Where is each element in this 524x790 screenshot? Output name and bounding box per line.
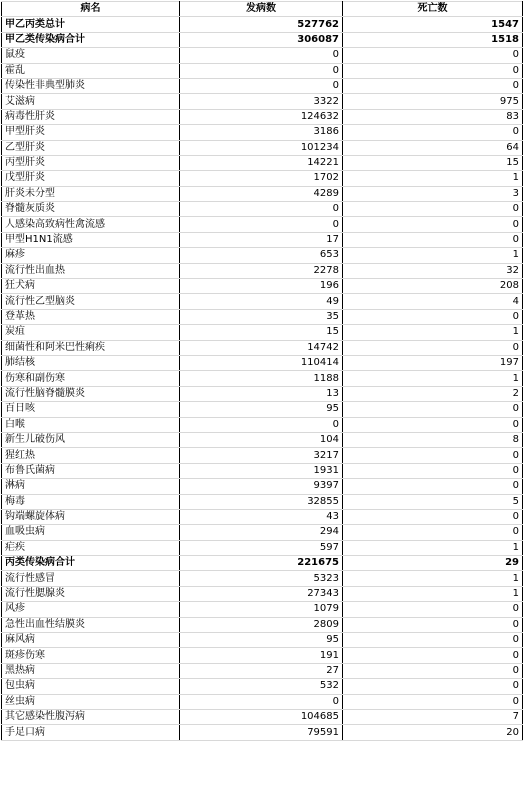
table-row [2, 586, 523, 601]
deaths-cell: 3 [343, 186, 523, 201]
disease-name-cell: 人感染高致病性禽流感 [2, 217, 180, 232]
table-row [2, 679, 523, 694]
disease-name-cell: 甲型H1N1流感 [2, 232, 180, 247]
deaths-cell: 0 [343, 202, 523, 217]
table-body [2, 2, 523, 741]
cases-cell: 653 [180, 248, 343, 263]
disease-name-cell: 流行性感冒 [2, 571, 180, 586]
table-row [2, 263, 523, 278]
cases-cell: 104 [180, 432, 343, 447]
cases-cell: 3322 [180, 94, 343, 109]
table-row [2, 617, 523, 632]
disease-name-cell: 急性出血性结膜炎 [2, 617, 180, 632]
table-row [2, 648, 523, 663]
header-row [2, 2, 523, 17]
table-row [2, 371, 523, 386]
table-row [2, 63, 523, 78]
disease-name-cell: 病毒性肝炎 [2, 109, 180, 124]
cases-cell: 527762 [180, 17, 343, 32]
disease-name-cell: 流行性出血热 [2, 263, 180, 278]
deaths-cell: 32 [343, 263, 523, 278]
deaths-cell: 4 [343, 294, 523, 309]
cases-cell: 221675 [180, 556, 343, 571]
disease-name-cell: 细菌性和阿米巴性痢疾 [2, 340, 180, 355]
disease-name-cell: 猩红热 [2, 448, 180, 463]
deaths-cell: 64 [343, 140, 523, 155]
disease-name-cell: 狂犬病 [2, 279, 180, 294]
disease-name-cell: 甲型肝炎 [2, 125, 180, 140]
disease-name-cell: 钩端螺旋体病 [2, 509, 180, 524]
deaths-cell: 0 [343, 602, 523, 617]
deaths-cell: 0 [343, 509, 523, 524]
cases-cell: 196 [180, 279, 343, 294]
disease-name-cell: 炭疽 [2, 325, 180, 340]
cases-cell: 294 [180, 525, 343, 540]
table-row [2, 463, 523, 478]
deaths-cell: 0 [343, 309, 523, 324]
cases-cell: 0 [180, 48, 343, 63]
deaths-cell: 1 [343, 171, 523, 186]
disease-name-cell: 伤寒和副伤寒 [2, 371, 180, 386]
table-row [2, 355, 523, 370]
deaths-cell: 0 [343, 63, 523, 78]
cases-cell: 101234 [180, 140, 343, 155]
table-row [2, 171, 523, 186]
header-deaths: 死亡数 [343, 2, 523, 17]
deaths-cell: 1 [343, 571, 523, 586]
cases-cell: 191 [180, 648, 343, 663]
cases-cell: 3186 [180, 125, 343, 140]
table-row [2, 202, 523, 217]
table-row [2, 248, 523, 263]
disease-name-cell: 布鲁氏菌病 [2, 463, 180, 478]
table-row [2, 417, 523, 432]
table-row [2, 279, 523, 294]
table-row [2, 479, 523, 494]
disease-name-cell: 流行性腮腺炎 [2, 586, 180, 601]
deaths-cell: 1 [343, 371, 523, 386]
deaths-cell: 1 [343, 325, 523, 340]
table-row [2, 325, 523, 340]
cases-cell: 0 [180, 78, 343, 93]
deaths-cell: 15 [343, 155, 523, 170]
cases-cell: 95 [180, 402, 343, 417]
disease-name-cell: 麻风病 [2, 633, 180, 648]
disease-name-cell: 包虫病 [2, 679, 180, 694]
disease-name-cell: 梅毒 [2, 494, 180, 509]
disease-name-cell: 丙型肝炎 [2, 155, 180, 170]
cases-cell: 5323 [180, 571, 343, 586]
deaths-cell: 29 [343, 556, 523, 571]
disease-name-cell: 肝炎未分型 [2, 186, 180, 201]
deaths-cell: 0 [343, 694, 523, 709]
deaths-cell: 0 [343, 48, 523, 63]
disease-name-cell: 丝虫病 [2, 694, 180, 709]
disease-name-cell: 甲乙类传染病合计 [2, 32, 180, 47]
disease-name-cell: 艾滋病 [2, 94, 180, 109]
subtotal-row [2, 32, 523, 47]
cases-cell: 13 [180, 386, 343, 401]
cases-cell: 1188 [180, 371, 343, 386]
cases-cell: 104685 [180, 709, 343, 724]
cases-cell: 0 [180, 63, 343, 78]
header-cases: 发病数 [180, 2, 343, 17]
table-row [2, 709, 523, 724]
deaths-cell: 0 [343, 525, 523, 540]
disease-name-cell: 斑疹伤寒 [2, 648, 180, 663]
table-row [2, 340, 523, 355]
cases-cell: 1702 [180, 171, 343, 186]
cases-cell: 2278 [180, 263, 343, 278]
cases-cell: 1079 [180, 602, 343, 617]
disease-name-cell: 百日咳 [2, 402, 180, 417]
deaths-cell: 1547 [343, 17, 523, 32]
deaths-cell: 0 [343, 479, 523, 494]
deaths-cell: 0 [343, 663, 523, 678]
cases-cell: 15 [180, 325, 343, 340]
cases-cell: 79591 [180, 725, 343, 740]
deaths-cell: 0 [343, 417, 523, 432]
cases-cell: 124632 [180, 109, 343, 124]
table-row [2, 633, 523, 648]
disease-name-cell: 手足口病 [2, 725, 180, 740]
table-row [2, 125, 523, 140]
disease-name-cell: 新生儿破伤风 [2, 432, 180, 447]
table-row [2, 663, 523, 678]
deaths-cell: 0 [343, 463, 523, 478]
subtotal-row [2, 556, 523, 571]
disease-name-cell: 白喉 [2, 417, 180, 432]
cases-cell: 3217 [180, 448, 343, 463]
disease-name-cell: 丙类传染病合计 [2, 556, 180, 571]
cases-cell: 0 [180, 217, 343, 232]
disease-name-cell: 登革热 [2, 309, 180, 324]
deaths-cell: 975 [343, 94, 523, 109]
table-row [2, 48, 523, 63]
deaths-cell: 208 [343, 279, 523, 294]
deaths-cell: 20 [343, 725, 523, 740]
deaths-cell: 0 [343, 633, 523, 648]
table-row [2, 402, 523, 417]
cases-cell: 0 [180, 694, 343, 709]
deaths-cell: 0 [343, 78, 523, 93]
disease-name-cell: 霍乱 [2, 63, 180, 78]
disease-name-cell: 流行性脑脊髓膜炎 [2, 386, 180, 401]
disease-name-cell: 淋病 [2, 479, 180, 494]
disease-name-cell: 传染性非典型肺炎 [2, 78, 180, 93]
table-row [2, 294, 523, 309]
table-row [2, 525, 523, 540]
table-row [2, 232, 523, 247]
deaths-cell: 83 [343, 109, 523, 124]
disease-name-cell: 流行性乙型脑炎 [2, 294, 180, 309]
deaths-cell: 0 [343, 679, 523, 694]
deaths-cell: 1 [343, 586, 523, 601]
deaths-cell: 0 [343, 340, 523, 355]
cases-cell: 9397 [180, 479, 343, 494]
cases-cell: 532 [180, 679, 343, 694]
cases-cell: 110414 [180, 355, 343, 370]
header-disease-name: 病名 [2, 2, 180, 17]
cases-cell: 2809 [180, 617, 343, 632]
cases-cell: 32855 [180, 494, 343, 509]
table-row [2, 432, 523, 447]
deaths-cell: 5 [343, 494, 523, 509]
deaths-cell: 0 [343, 648, 523, 663]
cases-cell: 35 [180, 309, 343, 324]
cases-cell: 14221 [180, 155, 343, 170]
table-row [2, 140, 523, 155]
cases-cell: 306087 [180, 32, 343, 47]
disease-name-cell: 鼠疫 [2, 48, 180, 63]
disease-name-cell: 黑热病 [2, 663, 180, 678]
deaths-cell: 1 [343, 248, 523, 263]
table-row [2, 540, 523, 555]
table-row [2, 448, 523, 463]
table-row [2, 155, 523, 170]
table-row [2, 725, 523, 740]
cases-cell: 27343 [180, 586, 343, 601]
disease-name-cell: 风疹 [2, 602, 180, 617]
deaths-cell: 0 [343, 448, 523, 463]
cases-cell: 27 [180, 663, 343, 678]
table-row [2, 386, 523, 401]
cases-cell: 0 [180, 202, 343, 217]
cases-cell: 597 [180, 540, 343, 555]
deaths-cell: 2 [343, 386, 523, 401]
table-row [2, 217, 523, 232]
disease-name-cell: 肺结核 [2, 355, 180, 370]
cases-cell: 49 [180, 294, 343, 309]
cases-cell: 95 [180, 633, 343, 648]
table-row [2, 78, 523, 93]
table-row [2, 186, 523, 201]
table-row [2, 309, 523, 324]
disease-name-cell: 麻疹 [2, 248, 180, 263]
disease-name-cell: 其它感染性腹泻病 [2, 709, 180, 724]
table-row [2, 602, 523, 617]
table-row [2, 109, 523, 124]
deaths-cell: 0 [343, 617, 523, 632]
deaths-cell: 0 [343, 217, 523, 232]
deaths-cell: 0 [343, 232, 523, 247]
disease-name-cell: 甲乙丙类总计 [2, 17, 180, 32]
table-row [2, 694, 523, 709]
cases-cell: 0 [180, 417, 343, 432]
cases-cell: 1931 [180, 463, 343, 478]
cases-cell: 14742 [180, 340, 343, 355]
disease-statistics-table [1, 1, 523, 741]
deaths-cell: 0 [343, 125, 523, 140]
deaths-cell: 1 [343, 540, 523, 555]
disease-name-cell: 乙型肝炎 [2, 140, 180, 155]
deaths-cell: 8 [343, 432, 523, 447]
table-row [2, 494, 523, 509]
cases-cell: 17 [180, 232, 343, 247]
cases-cell: 4289 [180, 186, 343, 201]
disease-name-cell: 戊型肝炎 [2, 171, 180, 186]
subtotal-row [2, 17, 523, 32]
disease-name-cell: 疟疾 [2, 540, 180, 555]
cases-cell: 43 [180, 509, 343, 524]
disease-name-cell: 脊髓灰质炎 [2, 202, 180, 217]
deaths-cell: 1518 [343, 32, 523, 47]
table-row [2, 571, 523, 586]
disease-name-cell: 血吸虫病 [2, 525, 180, 540]
deaths-cell: 7 [343, 709, 523, 724]
deaths-cell: 0 [343, 402, 523, 417]
table-row [2, 509, 523, 524]
table-row [2, 94, 523, 109]
deaths-cell: 197 [343, 355, 523, 370]
